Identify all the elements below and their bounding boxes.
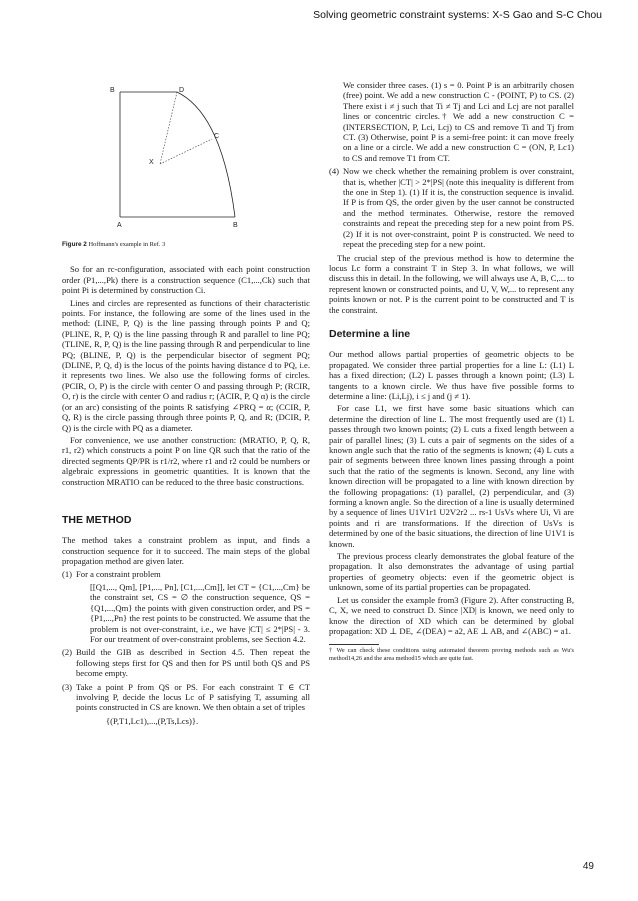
right-column (329, 80, 574, 663)
line-xc (160, 139, 212, 164)
step-3-cases: We consider three cases. (1) s = 0. Point P is an arbitrarily chosen (free) point. We add a new construction C - (POINT, P) to CS. (2) There exist i ≠ j such that Ti ≠ Tj and Lci and Lcj are not parallel lines or concentric circles.† We add a new construction C = (INTERSECTION, P, Lci, Lcj) to CS and remove Ti and Tj from CT. (3) Otherwise, point P is a semi-free point: it can move freely on a line or a circle. We add a new construction C = (ON, P, Lc1) to CS and remove T1 from CT. (343, 80, 574, 163)
step-2 (62, 647, 310, 678)
step-4-number: (4) (329, 166, 340, 177)
step-2-text: Build the GIB as described in Section 4.5. Then repeat the following steps first for QS and then for PS until both QS and PS become empty. (76, 647, 310, 679)
label-b-top: B (110, 87, 115, 94)
step-1-text: For a constraint problem (76, 568, 161, 579)
step-4 (329, 166, 574, 249)
step-4-text: Now we check whether the remaining problem is over constraint, that is, whether |CT| > 2*|PS| (note this inequality is different from the one in Step 1). (1) If it is, the construction sequence is invalid. If P is from QS, the order given by the user cannot be constructed and the method terminates. Otherwise, restore the removed constraints and repeat the preceding step for a new point from PS. (2) If it is not over-constraint, point P is constructed. We need to repeat the preceding step for a new point. (343, 166, 574, 250)
step-1 (62, 569, 310, 645)
section-heading-determine-line: Determine a line (329, 327, 411, 340)
right-paragraph-2: The crucial step of the previous method is how to determine the locus Lc form a constraint T in Step 3. In what follows, we will discuss this in detail. In the following, we will always use A, B, C,... to represent known or constructed points, and U, V, W,... to represent any points known or not. P is the current point to be constructed and T is the constraint. (329, 252, 574, 315)
step-3-text: Take a point P from QS or PS. For each constraint T ∈ CT involving P, decide the locus Lc of P satisfying T, assuming all points constructed in CS are known. We then obtain a set of triples (76, 681, 310, 713)
page-number: 49 (582, 861, 594, 872)
footnote: † We can check these conditions using automated theorem proving methods such as Wu's method14,26 and the area method15 which are quite fast. (329, 647, 574, 662)
figure-caption-text: Hoffmann's example in Ref. 3 (88, 241, 166, 248)
figure-caption (62, 240, 310, 250)
figure-2-diagram (62, 84, 310, 234)
left-paragraph-3: For convenience, we use another construction: (MRATIO, P, Q, R, r1, r2) which constructs a point P on line QR such that the ratio of the directed segments QP/PR is r1/r2, where r1 and r2 could be numbers or algebraic expressions in geometric quantities. It is known that the construction MRATIO can be reduced to the three basic constructions. (62, 434, 310, 487)
step-3 (62, 682, 310, 727)
step-2-number: (2) (62, 647, 73, 658)
label-c: C (214, 133, 220, 140)
right-paragraph-6: Let us consider the example from3 (Figure 2). After constructing B, C, X, we need to construct D. Since |XD| is known, we need only to know the direction of XD which can be determined by global propagation: XD ⊥ DE, ∠(DEA) = a2, AE ⊥ AB, and ∠(ABC) = a1. (329, 594, 574, 636)
step-3-number: (3) (62, 681, 73, 692)
label-x: X (149, 159, 154, 166)
step-3-formula: {(P,T1,Lc1),...,(P,Ts,Lcs)}. (106, 715, 199, 726)
label-d: D (179, 87, 185, 94)
left-paragraph-2: Lines and circles are represented as functions of their characteristic points. For instance, the following are some of the lines used in the method: (LINE, P, Q) is the line passing through points P and Q; (PLINE, R, P, Q) is the line passing through R and parallel to line PQ; (TLINE, R, P, Q) is the line passing through R and perpendicular to line PQ; (BLINE, P, Q) is the perpendicular bisector of segment PQ; (DLINE, P, Q, d) is the locus of the points having distance d to PQ, i.e. it represents two lines. We also use the following forms of circles. (PCIR, O, P) is the circle with center O and passing through P; (RCIR, O, r) is the circle with center O and radius r; (ACIR, P, Q α) is the circle (or an arc) consisting of the points R satisfying ∠PRQ = α; (CCIR, P, Q, R) is the circle passing through three points P, Q, and R; (DCIR, P, Q) is the circle with PQ as a diameter. (62, 297, 310, 433)
figure-2 (62, 84, 310, 234)
label-b-bottom: B (233, 222, 238, 229)
arc-dc (177, 92, 235, 217)
right-paragraph-3: Our method allows partial properties of geometric objects to be propagated. We consider three partial properties for a line L: (L1) L has a fixed direction; (L2) L passes through a known point; (L3) L tangents to a known circle. We thus have five possible forms to determine a line: (Li,Lj), i ≤ j and (j ≠ 1). (329, 349, 574, 401)
method-steps (62, 569, 310, 727)
figure-caption-label: Figure 2 (62, 241, 87, 248)
section-heading-method: THE METHOD (62, 513, 132, 526)
left-column (62, 84, 310, 729)
label-a: A (117, 222, 122, 229)
running-head: Solving geometric constraint systems: X-S Gao and S-C Chou (313, 9, 602, 21)
right-paragraph-5: The previous process clearly demonstrates the global feature of the propagation. It also demonstrates the advantage of using partial properties of geometry objects: even if the geometric object is unknown, some of its partial properties can be propagated. (329, 551, 574, 593)
footnote-rule (329, 644, 379, 645)
step-1-number: (1) (62, 568, 73, 579)
method-steps-continued (329, 166, 574, 249)
line-dx (160, 92, 177, 164)
left-paragraph-1: So for an rc-configuration, associated with each point construction order (P1,...,Pk) there is a construction sequence (C1,...,Ck) such that point Pi is determined by construction Ci. (62, 264, 310, 296)
left-paragraph-4: The method takes a constraint problem as input, and finds a construction sequence for it to succeed. The main steps of the global propagation method are given later. (62, 535, 310, 567)
step-1-detail: [[Q1,..., Qm], [P1,..., Pn], [C1,...,Cm]], let CT = {C1,...,Cm} be the constraint set, CS = ∅ the construction sequence, QS = {Q1,...,Qm} the points with given construction order, and PS = {P1,...,Pn} the rest points to be constructed. We assume that the problem is not over-constraint, i.e., we have |CT| ≤ 2*|PS| - 3. For our treatment of over-constraint problems, see Section 4.2. (90, 581, 310, 644)
right-paragraph-4: For case L1, we first have some basic situations which can determine the direction of line L. The most frequently used are (1) L passes through two known points; (2) L cuts a fixed length between a pair of parallel lines; (3) L cuts a pair of segments on the sides of a known angle such that the ratio of the segments is known; (4) L cuts a pair of segments between three known lines passing through a point such that the ratio of the segments is known. Second, any line with known direction will be propagated to a line with known direction by the following propagations: (1) parallel, (2) perpendicular, and (3) forming a known angle. So the direction of a line is usually determined by a sequence of lines U1V1r1 U2V2r2 ... rs-1 UsVs where Ui, Vi are points and ri are transformations. If the direction of UsVs is determined by one of the basic situations, the direction of line U1V1 is known. (329, 403, 574, 549)
